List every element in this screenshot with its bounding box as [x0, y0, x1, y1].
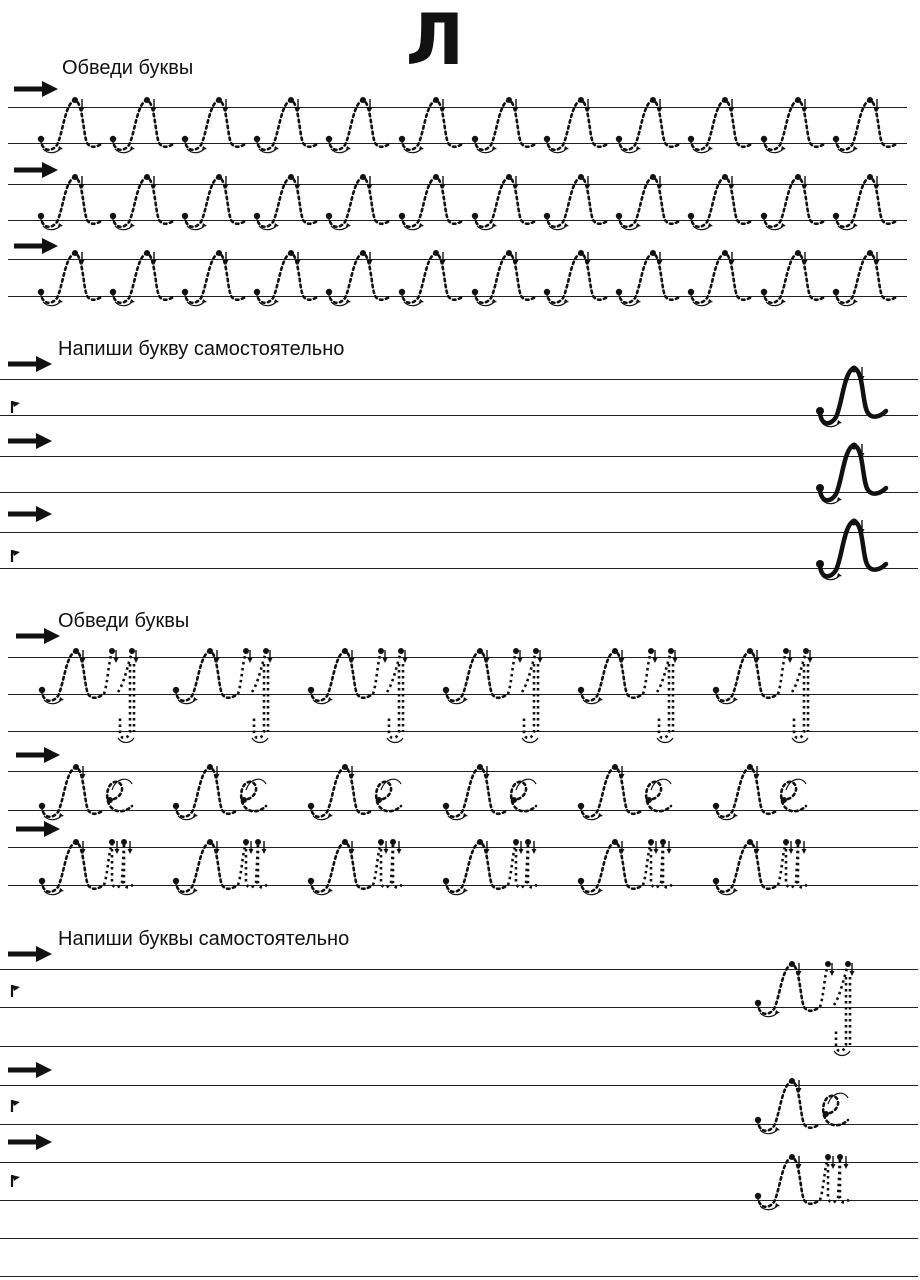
- dotted-letter-l: [399, 250, 464, 306]
- margin-flag-icon: [12, 985, 20, 997]
- dotted-letter-l: [761, 174, 826, 230]
- dotted-letter-l: [38, 174, 103, 230]
- dotted-letter-l: [110, 174, 175, 230]
- dotted-letter-l: [688, 97, 753, 153]
- sample-letter-l: [816, 443, 886, 504]
- start-arrow-icon: [16, 628, 60, 644]
- dotted-syllable-li: [173, 839, 268, 895]
- dotted-syllable-li: [308, 839, 403, 895]
- dotted-letter-l: [688, 174, 753, 230]
- dotted-letter-l: [833, 97, 898, 153]
- start-arrow-icon: [8, 433, 52, 449]
- sample-syllable-le: [755, 1078, 848, 1134]
- dotted-letter-l: [833, 174, 898, 230]
- dotted-letter-l: [472, 174, 537, 230]
- dotted-letter-l: [833, 250, 898, 306]
- instruction-trace-syllables: Обведи буквы: [58, 610, 190, 632]
- dotted-letter-l: [254, 174, 319, 230]
- dotted-letter-l: [616, 97, 681, 153]
- margin-flag-icon: [12, 1175, 20, 1187]
- instruction-trace-letter: Обведи буквы: [62, 57, 194, 79]
- start-arrow-icon: [14, 238, 58, 254]
- margin-flag-icon: [12, 401, 20, 413]
- dotted-letter-l: [544, 174, 609, 230]
- dotted-syllable-li: [578, 839, 673, 895]
- sample-letter-l: [816, 519, 886, 580]
- dotted-letter-l: [616, 174, 681, 230]
- start-arrow-icon: [16, 821, 60, 837]
- dotted-syllable-le: [713, 764, 806, 820]
- dotted-syllable-li: [713, 839, 808, 895]
- dotted-letter-l: [472, 250, 537, 306]
- dotted-letter-l: [326, 97, 391, 153]
- dotted-syllable-le: [308, 764, 401, 820]
- dotted-letter-l: [326, 174, 391, 230]
- start-arrow-icon: [8, 1134, 52, 1150]
- dotted-syllable-le: [578, 764, 671, 820]
- dotted-syllable-lu: [713, 648, 813, 743]
- start-arrow-icon: [16, 747, 60, 763]
- instruction-write-syllables: Напиши буквы самостоятельно: [58, 928, 350, 950]
- dotted-syllable-le: [443, 764, 536, 820]
- sample-letter-l: [816, 366, 886, 427]
- margin-flag-icon: [12, 1100, 20, 1112]
- sample-syllable-li: [755, 1154, 850, 1210]
- dotted-letter-l: [38, 97, 103, 153]
- dotted-syllable-lu: [173, 648, 273, 743]
- dotted-syllable-lu: [308, 648, 408, 743]
- instruction-write-letter: Напиши букву самостоятельно: [58, 338, 345, 360]
- dotted-syllable-le: [173, 764, 266, 820]
- sample-syllable-lu: [755, 961, 855, 1056]
- dotted-letter-l: [761, 97, 826, 153]
- dotted-letter-l: [110, 250, 175, 306]
- dotted-syllable-li: [443, 839, 538, 895]
- dotted-syllable-lu: [39, 648, 139, 743]
- start-arrow-icon: [8, 356, 52, 372]
- dotted-syllable-li: [39, 839, 134, 895]
- dotted-letter-l: [182, 174, 247, 230]
- dotted-letter-l: [182, 250, 247, 306]
- margin-flag-icon: [12, 550, 20, 562]
- dotted-letter-l: [544, 97, 609, 153]
- start-arrow-icon: [8, 946, 52, 962]
- dotted-letter-l: [544, 250, 609, 306]
- dotted-letter-l: [110, 97, 175, 153]
- dotted-letter-l: [688, 250, 753, 306]
- dotted-letter-l: [254, 97, 319, 153]
- dotted-letter-l: [399, 97, 464, 153]
- dotted-letter-l: [326, 250, 391, 306]
- start-arrow-icon: [8, 506, 52, 522]
- dotted-letter-l: [254, 250, 319, 306]
- dotted-letter-l: [472, 97, 537, 153]
- dotted-syllable-le: [39, 764, 132, 820]
- dotted-letter-l: [182, 97, 247, 153]
- dotted-letter-l: [38, 250, 103, 306]
- start-arrow-icon: [8, 1062, 52, 1078]
- page-title-letter: Л: [405, 0, 465, 81]
- start-arrow-icon: [14, 162, 58, 178]
- dotted-syllable-lu: [443, 648, 543, 743]
- dotted-letter-l: [761, 250, 826, 306]
- dotted-letter-l: [399, 174, 464, 230]
- dotted-syllable-lu: [578, 648, 678, 743]
- start-arrow-icon: [14, 81, 58, 97]
- dotted-letter-l: [616, 250, 681, 306]
